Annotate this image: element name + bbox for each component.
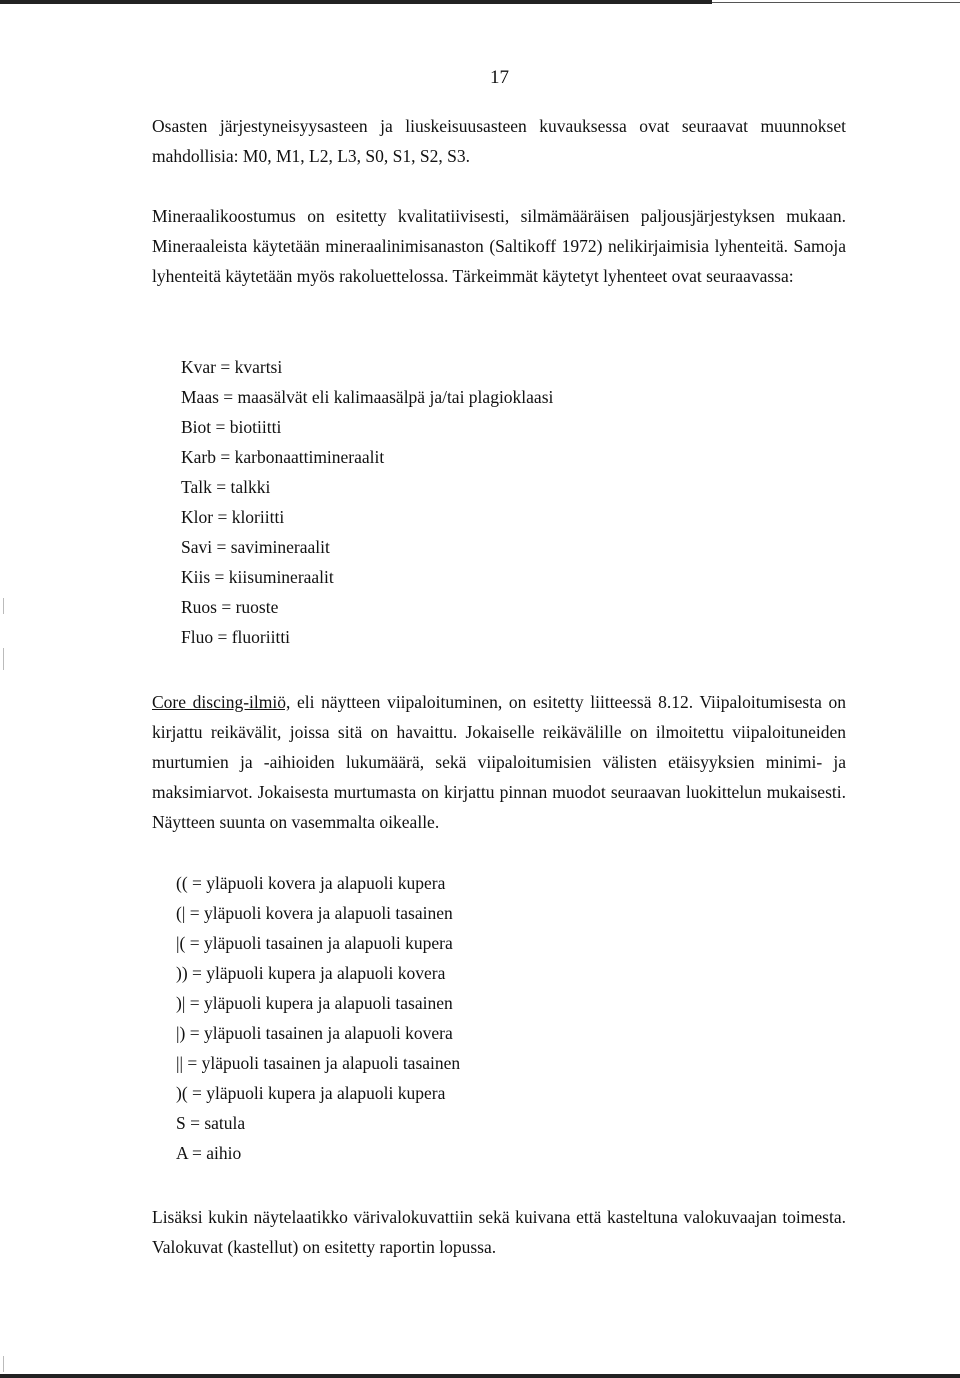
core-discing-term: Core discing-ilmiö, xyxy=(152,692,291,712)
surface-form-item: S = satula xyxy=(176,1113,246,1133)
surface-form-item: (( = yläpuoli kovera ja alapuoli kupera xyxy=(176,873,446,893)
paragraph-core-discing xyxy=(152,687,846,837)
scan-margin-mark xyxy=(3,648,4,670)
surface-form-item: (| = yläpuoli kovera ja alapuoli tasainen xyxy=(176,903,453,923)
surface-form-item: )) = yläpuoli kupera ja alapuoli kovera xyxy=(176,963,446,983)
mineral-abbreviation-list xyxy=(181,352,553,652)
mineral-list-item: Fluo = fluoriitti xyxy=(181,627,291,647)
paragraph-photography: Lisäksi kukin näytelaatikko värivalokuvattiin sekä kuivana että kasteltuna valokuvaajan toimesta. Valokuvat (kastellut) on esitetty raportin lopussa. xyxy=(152,1207,846,1257)
surface-form-item: |( = yläpuoli tasainen ja alapuoli kupera xyxy=(176,933,453,953)
surface-form-list xyxy=(176,868,460,1168)
mineral-list-item: Klor = kloriitti xyxy=(181,507,285,527)
surface-form-item: )( = yläpuoli kupera ja alapuoli kupera xyxy=(176,1083,446,1103)
surface-form-item: )| = yläpuoli kupera ja alapuoli tasainen xyxy=(176,993,453,1013)
mineral-list-item: Ruos = ruoste xyxy=(181,597,279,617)
core-discing-description: eli näytteen viipaloituminen, on esitetty liitteessä 8.12. Viipaloitumisesta on kirjattu reikävälit, joissa sitä on havaittu. Jokaiselle reikävälille on ilmoitettu viipaloituneiden murtumien ja -aihioiden lukumäärä, sekä viipaloitumisien välisten etäisyyksien minimi- ja maksimiarvot. Jokaisesta murtumasta on kirjattu pinnan muodot seuraavan luokittelun mukaisesti. Näytteen suunta on vasemmalta oikealle. xyxy=(152,692,846,832)
scan-margin-mark xyxy=(3,598,4,614)
scan-margin-mark xyxy=(3,1356,4,1372)
mineral-list-item: Savi = savimineraalit xyxy=(181,537,330,557)
bottom-border-rule xyxy=(0,1374,960,1378)
top-border-rule-thin xyxy=(712,2,960,3)
paragraph-structure-variants: Osasten järjestyneisyysasteen ja liuskeisuusasteen kuvauksessa ovat seuraavat muunnokset mahdollisia: M0, M1, L2, L3, S0, S1, S2, S3. xyxy=(152,116,846,166)
mineral-list-item: Kiis = kiisumineraalit xyxy=(181,567,334,587)
surface-form-item: A = aihio xyxy=(176,1143,242,1163)
surface-form-item: |) = yläpuoli tasainen ja alapuoli kovera xyxy=(176,1023,453,1043)
page-number: 17 xyxy=(490,67,509,88)
surface-form-item: || = yläpuoli tasainen ja alapuoli tasainen xyxy=(176,1053,461,1073)
top-border-rule xyxy=(0,0,712,4)
mineral-list-item: Talk = talkki xyxy=(181,477,271,497)
mineral-list-item: Karb = karbonaattimineraalit xyxy=(181,447,385,467)
mineral-list-item: Maas = maasälvät eli kalimaasälpä ja/tai plagioklaasi xyxy=(181,387,554,407)
mineral-list-item: Kvar = kvartsi xyxy=(181,357,283,377)
mineral-list-item: Biot = biotiitti xyxy=(181,417,282,437)
paragraph-mineral-composition: Mineraalikoostumus on esitetty kvalitatiivisesti, silmämääräisen paljousjärjestyksen mukaan. Mineraaleista käytetään mineraalinimisanaston (Saltikoff 1972) nelikirjaimisia lyhenteitä. Samoja lyhenteitä käytetään myös rakoluettelossa. Tärkeimmät käytetyt lyhenteet ovat seuraavassa: xyxy=(152,206,846,286)
